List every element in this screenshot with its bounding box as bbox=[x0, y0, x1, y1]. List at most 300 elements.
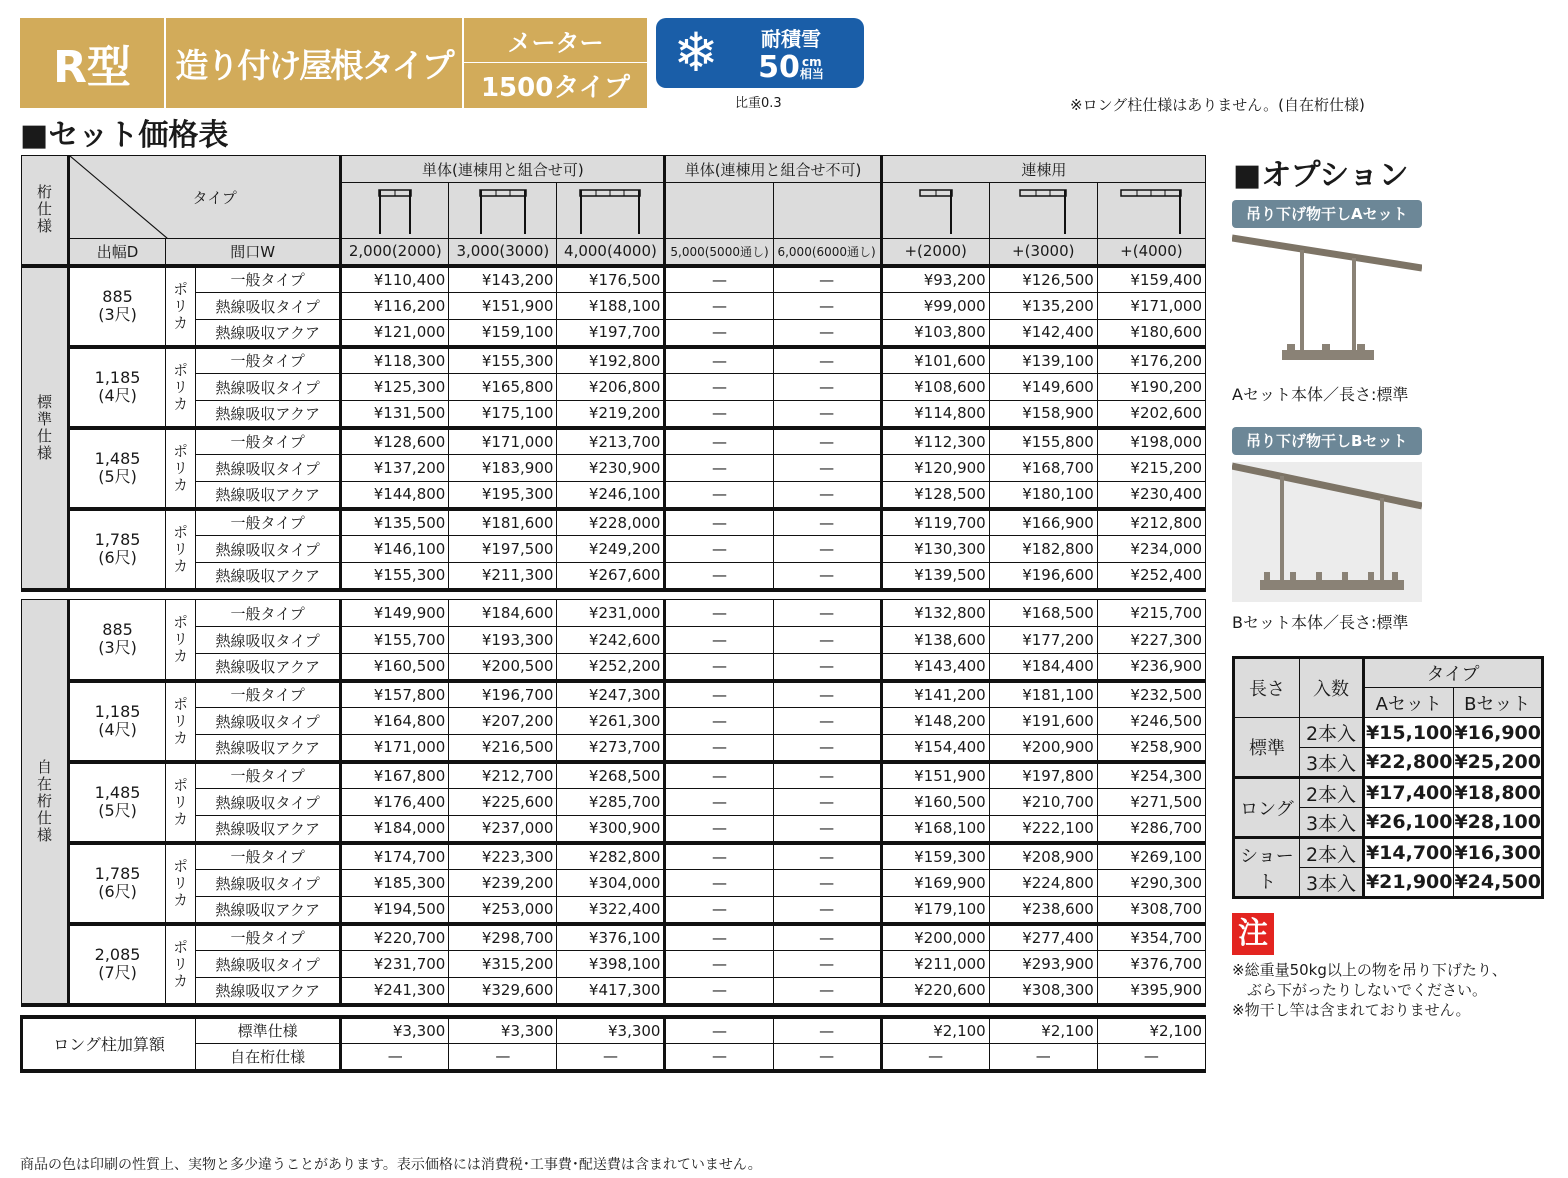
column-width-header: 5,000(5000通し) bbox=[665, 239, 773, 266]
price-cell: ¥230,400 bbox=[1097, 482, 1205, 509]
option-price-a: ¥26,100 bbox=[1364, 808, 1454, 838]
price-cell: ¥308,300 bbox=[989, 978, 1097, 1005]
long-post-price: — bbox=[881, 1044, 989, 1071]
price-cell: — bbox=[665, 924, 773, 951]
price-cell: ¥112,300 bbox=[881, 428, 989, 455]
price-cell: ¥182,800 bbox=[989, 536, 1097, 563]
price-cell: ¥171,000 bbox=[449, 428, 557, 455]
option-row bbox=[1234, 778, 1543, 808]
table-row bbox=[22, 762, 1206, 789]
price-cell: ¥376,100 bbox=[557, 924, 665, 951]
price-cell: ¥103,800 bbox=[881, 320, 989, 347]
price-cell: — bbox=[665, 374, 773, 401]
table-row bbox=[22, 843, 1206, 870]
material-cell: ポリカ bbox=[166, 266, 196, 347]
option-price-a: ¥21,900 bbox=[1364, 868, 1454, 898]
price-cell: ¥110,400 bbox=[341, 266, 449, 293]
price-cell: ¥120,900 bbox=[881, 455, 989, 482]
price-cell: ¥376,700 bbox=[1097, 951, 1205, 978]
option-price-b: ¥24,500 bbox=[1453, 868, 1543, 898]
price-cell: ¥271,500 bbox=[1097, 789, 1205, 816]
roof-type-label: 熱線吸収アクア bbox=[196, 816, 341, 843]
option-row bbox=[1234, 838, 1543, 868]
price-cell: ¥246,500 bbox=[1097, 708, 1205, 735]
price-cell: ¥198,000 bbox=[1097, 428, 1205, 455]
price-cell: — bbox=[773, 843, 881, 870]
price-cell: — bbox=[773, 347, 881, 374]
price-cell: — bbox=[773, 924, 881, 951]
price-cell: — bbox=[665, 978, 773, 1005]
price-cell: ¥160,500 bbox=[341, 654, 449, 681]
long-post-price: — bbox=[989, 1044, 1097, 1071]
price-cell: ¥184,600 bbox=[449, 600, 557, 627]
table-row bbox=[22, 428, 1206, 455]
price-cell: ¥155,300 bbox=[449, 347, 557, 374]
price-cell: — bbox=[665, 897, 773, 924]
price-cell: ¥354,700 bbox=[1097, 924, 1205, 951]
price-cell: ¥185,300 bbox=[341, 870, 449, 897]
frame-diagram-icon bbox=[665, 183, 773, 239]
price-cell: ¥176,200 bbox=[1097, 347, 1205, 374]
price-cell: ¥195,300 bbox=[449, 482, 557, 509]
table-row bbox=[22, 627, 1206, 654]
price-cell: ¥224,800 bbox=[989, 870, 1097, 897]
roof-type-label: 熱線吸収タイプ bbox=[196, 789, 341, 816]
option-a-badge: 吊り下げ物干しAセット bbox=[1232, 200, 1422, 228]
price-cell: — bbox=[665, 870, 773, 897]
price-cell: ¥166,900 bbox=[989, 509, 1097, 536]
price-cell: ¥128,600 bbox=[341, 428, 449, 455]
price-cell: ¥138,600 bbox=[881, 627, 989, 654]
table-row bbox=[22, 897, 1206, 924]
long-post-price: — bbox=[449, 1044, 557, 1071]
price-cell: ¥151,900 bbox=[881, 762, 989, 789]
price-cell: ¥155,800 bbox=[989, 428, 1097, 455]
price-cell: ¥247,300 bbox=[557, 681, 665, 708]
option-length: ショート bbox=[1234, 838, 1300, 898]
option-price-a: ¥15,100 bbox=[1364, 718, 1454, 748]
price-cell: ¥200,900 bbox=[989, 735, 1097, 762]
price-cell: ¥395,900 bbox=[1097, 978, 1205, 1005]
price-cell: ¥261,300 bbox=[557, 708, 665, 735]
price-cell: ¥181,600 bbox=[449, 509, 557, 536]
price-cell: ¥130,300 bbox=[881, 536, 989, 563]
price-cell: ¥175,100 bbox=[449, 401, 557, 428]
price-cell: ¥293,900 bbox=[989, 951, 1097, 978]
price-cell: ¥232,500 bbox=[1097, 681, 1205, 708]
caution-mark: 注 bbox=[1232, 913, 1274, 955]
price-cell: ¥417,300 bbox=[557, 978, 665, 1005]
depth-cell: 1,185 (4尺) bbox=[69, 347, 166, 428]
price-cell: ¥141,200 bbox=[881, 681, 989, 708]
price-cell: — bbox=[773, 978, 881, 1005]
roof-type-label: 熱線吸収アクア bbox=[196, 978, 341, 1005]
price-cell: ¥151,900 bbox=[449, 293, 557, 320]
price-cell: — bbox=[773, 681, 881, 708]
price-cell: — bbox=[665, 762, 773, 789]
long-post-spec: 自在桁仕様 bbox=[196, 1044, 341, 1071]
price-cell: — bbox=[665, 843, 773, 870]
price-cell: ¥231,700 bbox=[341, 951, 449, 978]
price-cell: ¥108,600 bbox=[881, 374, 989, 401]
caution-notes bbox=[1232, 960, 1507, 1020]
table-row bbox=[22, 816, 1206, 843]
material-cell: ポリカ bbox=[166, 843, 196, 924]
frame-diagram-icon bbox=[1097, 183, 1205, 239]
price-cell: ¥211,300 bbox=[449, 563, 557, 590]
column-width-header: +(2000) bbox=[881, 239, 989, 266]
specific-gravity: 比重0.3 bbox=[735, 96, 782, 111]
price-cell: — bbox=[665, 735, 773, 762]
price-cell: ¥143,200 bbox=[449, 266, 557, 293]
option-b-badge: 吊り下げ物干しBセット bbox=[1232, 427, 1422, 455]
frame-diagram-icon bbox=[989, 183, 1097, 239]
price-cell: — bbox=[665, 320, 773, 347]
price-cell: — bbox=[665, 401, 773, 428]
group-single-combinable: 単体(連棟用と組合せ可) bbox=[341, 156, 665, 183]
price-cell: ¥239,200 bbox=[449, 870, 557, 897]
price-cell: — bbox=[773, 536, 881, 563]
header-corner bbox=[69, 156, 341, 239]
price-cell: — bbox=[773, 627, 881, 654]
header-beam-spec: 桁仕様 bbox=[22, 156, 69, 266]
long-post-price: — bbox=[665, 1017, 773, 1044]
roof-type-label: 一般タイプ bbox=[196, 509, 341, 536]
price-cell: ¥237,000 bbox=[449, 816, 557, 843]
price-cell: — bbox=[665, 951, 773, 978]
price-cell: ¥176,400 bbox=[341, 789, 449, 816]
header-depth: 出幅D bbox=[69, 239, 166, 266]
long-post-spec: 標準仕様 bbox=[196, 1017, 341, 1044]
depth-cell: 1,485 (5尺) bbox=[69, 428, 166, 509]
beam-spec-label: 自在桁仕様 bbox=[22, 600, 69, 1005]
price-cell: ¥282,800 bbox=[557, 843, 665, 870]
price-cell: ¥168,700 bbox=[989, 455, 1097, 482]
price-cell: ¥230,900 bbox=[557, 455, 665, 482]
roof-type-label: 熱線吸収タイプ bbox=[196, 536, 341, 563]
table-row bbox=[22, 266, 1206, 293]
price-cell: ¥93,200 bbox=[881, 266, 989, 293]
depth-cell: 1,785 (6尺) bbox=[69, 843, 166, 924]
price-cell: ¥219,200 bbox=[557, 401, 665, 428]
price-cell: ¥114,800 bbox=[881, 401, 989, 428]
long-post-note: ※ロング柱仕様はありません。(自在桁仕様) bbox=[1070, 96, 1365, 114]
table-row bbox=[22, 347, 1206, 374]
price-cell: — bbox=[665, 654, 773, 681]
price-cell: — bbox=[773, 482, 881, 509]
price-cell: ¥225,600 bbox=[449, 789, 557, 816]
price-cell: ¥194,500 bbox=[341, 897, 449, 924]
price-cell: ¥216,500 bbox=[449, 735, 557, 762]
price-cell: ¥188,100 bbox=[557, 293, 665, 320]
price-cell: ¥149,900 bbox=[341, 600, 449, 627]
long-post-label: ロング柱加算額 bbox=[22, 1017, 196, 1071]
price-cell: ¥121,000 bbox=[341, 320, 449, 347]
price-cell: ¥215,700 bbox=[1097, 600, 1205, 627]
price-cell: ¥149,600 bbox=[989, 374, 1097, 401]
roof-type-label: 一般タイプ bbox=[196, 600, 341, 627]
footer-disclaimer: 商品の色は印刷の性質上、実物と多少違うことがあります。表示価格には消費税･工事費･配送費は含まれていません。 bbox=[20, 1157, 762, 1173]
frame-diagram-icon bbox=[557, 183, 665, 239]
price-cell: ¥168,500 bbox=[989, 600, 1097, 627]
option-price-b: ¥18,800 bbox=[1453, 778, 1543, 808]
depth-cell: 885 (3尺) bbox=[69, 266, 166, 347]
option-price-b: ¥28,100 bbox=[1453, 808, 1543, 838]
material-cell: ポリカ bbox=[166, 600, 196, 681]
option-qty: 2本入 bbox=[1300, 718, 1364, 748]
option-row bbox=[1234, 718, 1543, 748]
price-cell: ¥249,200 bbox=[557, 536, 665, 563]
option-length: ロング bbox=[1234, 778, 1300, 838]
price-cell: ¥154,400 bbox=[881, 735, 989, 762]
price-cell: ¥223,300 bbox=[449, 843, 557, 870]
price-cell: ¥165,800 bbox=[449, 374, 557, 401]
price-cell: — bbox=[665, 347, 773, 374]
price-cell: ¥193,300 bbox=[449, 627, 557, 654]
long-post-price: — bbox=[773, 1044, 881, 1071]
price-cell: — bbox=[773, 266, 881, 293]
price-cell: ¥241,300 bbox=[341, 978, 449, 1005]
price-cell: ¥231,000 bbox=[557, 600, 665, 627]
price-cell: ¥180,100 bbox=[989, 482, 1097, 509]
price-cell: ¥177,200 bbox=[989, 627, 1097, 654]
price-cell: ¥174,700 bbox=[341, 843, 449, 870]
price-cell: — bbox=[665, 563, 773, 590]
price-cell: — bbox=[773, 735, 881, 762]
price-cell: ¥197,500 bbox=[449, 536, 557, 563]
long-post-price: — bbox=[773, 1017, 881, 1044]
depth-cell: 2,085 (7尺) bbox=[69, 924, 166, 1005]
caution-line: ぶら下がったりしないでください。 bbox=[1232, 981, 1488, 999]
long-post-price: — bbox=[665, 1044, 773, 1071]
price-cell: ¥183,900 bbox=[449, 455, 557, 482]
snow-label: 耐積雪 bbox=[761, 26, 821, 51]
depth-cell: 1,485 (5尺) bbox=[69, 762, 166, 843]
long-post-price: — bbox=[341, 1044, 449, 1071]
price-cell: ¥139,100 bbox=[989, 347, 1097, 374]
beam-spec-label: 標準仕様 bbox=[22, 266, 69, 590]
roof-type-label: 熱線吸収タイプ bbox=[196, 627, 341, 654]
roof-type-label: 一般タイプ bbox=[196, 347, 341, 374]
table-row bbox=[22, 951, 1206, 978]
depth-cell: 1,785 (6尺) bbox=[69, 509, 166, 590]
price-cell: — bbox=[665, 681, 773, 708]
price-cell: ¥206,800 bbox=[557, 374, 665, 401]
price-cell: — bbox=[773, 509, 881, 536]
price-cell: — bbox=[773, 816, 881, 843]
price-cell: ¥101,600 bbox=[881, 347, 989, 374]
price-cell: ¥398,100 bbox=[557, 951, 665, 978]
table-row bbox=[22, 509, 1206, 536]
opt-header-qty: 入数 bbox=[1300, 658, 1364, 718]
frame-diagram-icon bbox=[341, 183, 449, 239]
material-cell: ポリカ bbox=[166, 681, 196, 762]
price-cell: ¥253,000 bbox=[449, 897, 557, 924]
options-title: ■オプション bbox=[1233, 158, 1409, 193]
price-cell: ¥202,600 bbox=[1097, 401, 1205, 428]
price-cell: ¥176,500 bbox=[557, 266, 665, 293]
roof-type-label: 熱線吸収アクア bbox=[196, 897, 341, 924]
material-cell: ポリカ bbox=[166, 762, 196, 843]
table-row bbox=[22, 924, 1206, 951]
long-post-row bbox=[22, 1017, 1206, 1044]
roof-type-label: 一般タイプ bbox=[196, 762, 341, 789]
price-cell: ¥304,000 bbox=[557, 870, 665, 897]
price-cell: ¥118,300 bbox=[341, 347, 449, 374]
price-cell: ¥196,600 bbox=[989, 563, 1097, 590]
opt-header-length: 長さ bbox=[1234, 658, 1300, 718]
roof-type-label: 熱線吸収アクア bbox=[196, 401, 341, 428]
price-cell: ¥144,800 bbox=[341, 482, 449, 509]
price-cell: ¥164,800 bbox=[341, 708, 449, 735]
price-cell: ¥142,400 bbox=[989, 320, 1097, 347]
table-row bbox=[22, 789, 1206, 816]
frame-diagram-icon bbox=[881, 183, 989, 239]
long-post-price: ¥2,100 bbox=[989, 1017, 1097, 1044]
price-cell: ¥208,900 bbox=[989, 843, 1097, 870]
option-length: 標準 bbox=[1234, 718, 1300, 778]
long-post-row bbox=[22, 1044, 1206, 1071]
long-post-price: — bbox=[557, 1044, 665, 1071]
table-row bbox=[22, 401, 1206, 428]
price-cell: — bbox=[665, 482, 773, 509]
opt-header-a: Aセット bbox=[1364, 688, 1454, 718]
price-cell: — bbox=[665, 816, 773, 843]
column-width-header: +(3000) bbox=[989, 239, 1097, 266]
price-cell: ¥215,200 bbox=[1097, 455, 1205, 482]
snowflake-icon: ❄ bbox=[673, 21, 719, 84]
price-cell: ¥200,000 bbox=[881, 924, 989, 951]
option-price-b: ¥25,200 bbox=[1453, 748, 1543, 778]
long-post-price: ¥3,300 bbox=[557, 1017, 665, 1044]
table-row bbox=[22, 735, 1206, 762]
price-cell: ¥285,700 bbox=[557, 789, 665, 816]
price-cell: ¥212,800 bbox=[1097, 509, 1205, 536]
frame-diagram-icon bbox=[449, 183, 557, 239]
price-cell: — bbox=[773, 374, 881, 401]
column-width-header: 4,000(4000) bbox=[557, 239, 665, 266]
table-row bbox=[22, 708, 1206, 735]
price-table bbox=[20, 155, 1206, 1073]
price-cell: — bbox=[773, 320, 881, 347]
price-cell: — bbox=[773, 428, 881, 455]
table-row bbox=[22, 455, 1206, 482]
option-qty: 2本入 bbox=[1300, 778, 1364, 808]
price-cell: ¥267,600 bbox=[557, 563, 665, 590]
price-cell: ¥273,700 bbox=[557, 735, 665, 762]
price-cell: — bbox=[773, 789, 881, 816]
opt-header-b: Bセット bbox=[1453, 688, 1543, 718]
price-cell: ¥207,200 bbox=[449, 708, 557, 735]
price-cell: ¥168,100 bbox=[881, 816, 989, 843]
price-cell: — bbox=[773, 654, 881, 681]
depth-cell: 1,185 (4尺) bbox=[69, 681, 166, 762]
roof-type-label: 熱線吸収アクア bbox=[196, 320, 341, 347]
price-cell: ¥269,100 bbox=[1097, 843, 1205, 870]
model-label: R型 bbox=[20, 18, 166, 108]
price-cell: ¥116,200 bbox=[341, 293, 449, 320]
price-cell: — bbox=[665, 509, 773, 536]
price-cell: ¥131,500 bbox=[341, 401, 449, 428]
column-width-header: +(4000) bbox=[1097, 239, 1205, 266]
price-cell: ¥181,100 bbox=[989, 681, 1097, 708]
snow-value: 50 bbox=[758, 49, 800, 85]
table-row bbox=[22, 654, 1206, 681]
price-cell: — bbox=[773, 401, 881, 428]
price-cell: ¥171,000 bbox=[1097, 293, 1205, 320]
price-cell: ¥148,200 bbox=[881, 708, 989, 735]
price-cell: ¥300,900 bbox=[557, 816, 665, 843]
column-width-header: 2,000(2000) bbox=[341, 239, 449, 266]
price-cell: — bbox=[773, 563, 881, 590]
price-cell: ¥227,300 bbox=[1097, 627, 1205, 654]
opt-header-type: タイプ bbox=[1364, 658, 1543, 688]
price-cell: ¥220,600 bbox=[881, 978, 989, 1005]
option-b-image bbox=[1232, 462, 1422, 602]
group-single-standalone: 単体(連棟用と組合せ不可) bbox=[665, 156, 881, 183]
table-row bbox=[22, 600, 1206, 627]
option-qty: 3本入 bbox=[1300, 748, 1364, 778]
price-cell: ¥157,800 bbox=[341, 681, 449, 708]
price-cell: ¥258,900 bbox=[1097, 735, 1205, 762]
price-cell: — bbox=[773, 600, 881, 627]
price-cell: ¥160,500 bbox=[881, 789, 989, 816]
price-cell: — bbox=[773, 762, 881, 789]
roof-type-label: 熱線吸収タイプ bbox=[196, 455, 341, 482]
depth-cell: 885 (3尺) bbox=[69, 600, 166, 681]
type-label: 1500タイプ bbox=[480, 73, 631, 103]
roof-type-label: 一般タイプ bbox=[196, 924, 341, 951]
option-qty: 2本入 bbox=[1300, 838, 1364, 868]
long-post-price: ¥3,300 bbox=[449, 1017, 557, 1044]
group-linked: 連棟用 bbox=[881, 156, 1205, 183]
price-cell: ¥119,700 bbox=[881, 509, 989, 536]
price-cell: ¥315,200 bbox=[449, 951, 557, 978]
price-cell: — bbox=[665, 789, 773, 816]
price-cell: ¥126,500 bbox=[989, 266, 1097, 293]
price-cell: ¥329,600 bbox=[449, 978, 557, 1005]
price-cell: — bbox=[665, 455, 773, 482]
option-price-a: ¥14,700 bbox=[1364, 838, 1454, 868]
material-cell: ポリカ bbox=[166, 428, 196, 509]
price-cell: ¥252,200 bbox=[557, 654, 665, 681]
roof-type-label: 一般タイプ bbox=[196, 681, 341, 708]
price-cell: ¥125,300 bbox=[341, 374, 449, 401]
caution-line: ※物干し竿は含まれておりません。 bbox=[1232, 1001, 1471, 1019]
price-cell: ¥179,100 bbox=[881, 897, 989, 924]
price-cell: — bbox=[665, 627, 773, 654]
price-cell: — bbox=[773, 708, 881, 735]
price-cell: ¥191,600 bbox=[989, 708, 1097, 735]
price-cell: — bbox=[773, 455, 881, 482]
header-type-label: タイプ bbox=[192, 188, 237, 207]
option-price-b: ¥16,900 bbox=[1453, 718, 1543, 748]
price-cell: ¥137,200 bbox=[341, 455, 449, 482]
long-post-price: — bbox=[1097, 1044, 1205, 1071]
price-cell: ¥228,000 bbox=[557, 509, 665, 536]
price-cell: ¥200,500 bbox=[449, 654, 557, 681]
price-cell: — bbox=[773, 897, 881, 924]
price-cell: ¥143,400 bbox=[881, 654, 989, 681]
option-price-table bbox=[1232, 656, 1544, 899]
meter-label: メーター bbox=[464, 18, 647, 63]
price-cell: ¥128,500 bbox=[881, 482, 989, 509]
option-price-a: ¥17,400 bbox=[1364, 778, 1454, 808]
price-cell: ¥277,400 bbox=[989, 924, 1097, 951]
price-cell: — bbox=[665, 266, 773, 293]
price-cell: ¥220,700 bbox=[341, 924, 449, 951]
price-cell: ¥190,200 bbox=[1097, 374, 1205, 401]
